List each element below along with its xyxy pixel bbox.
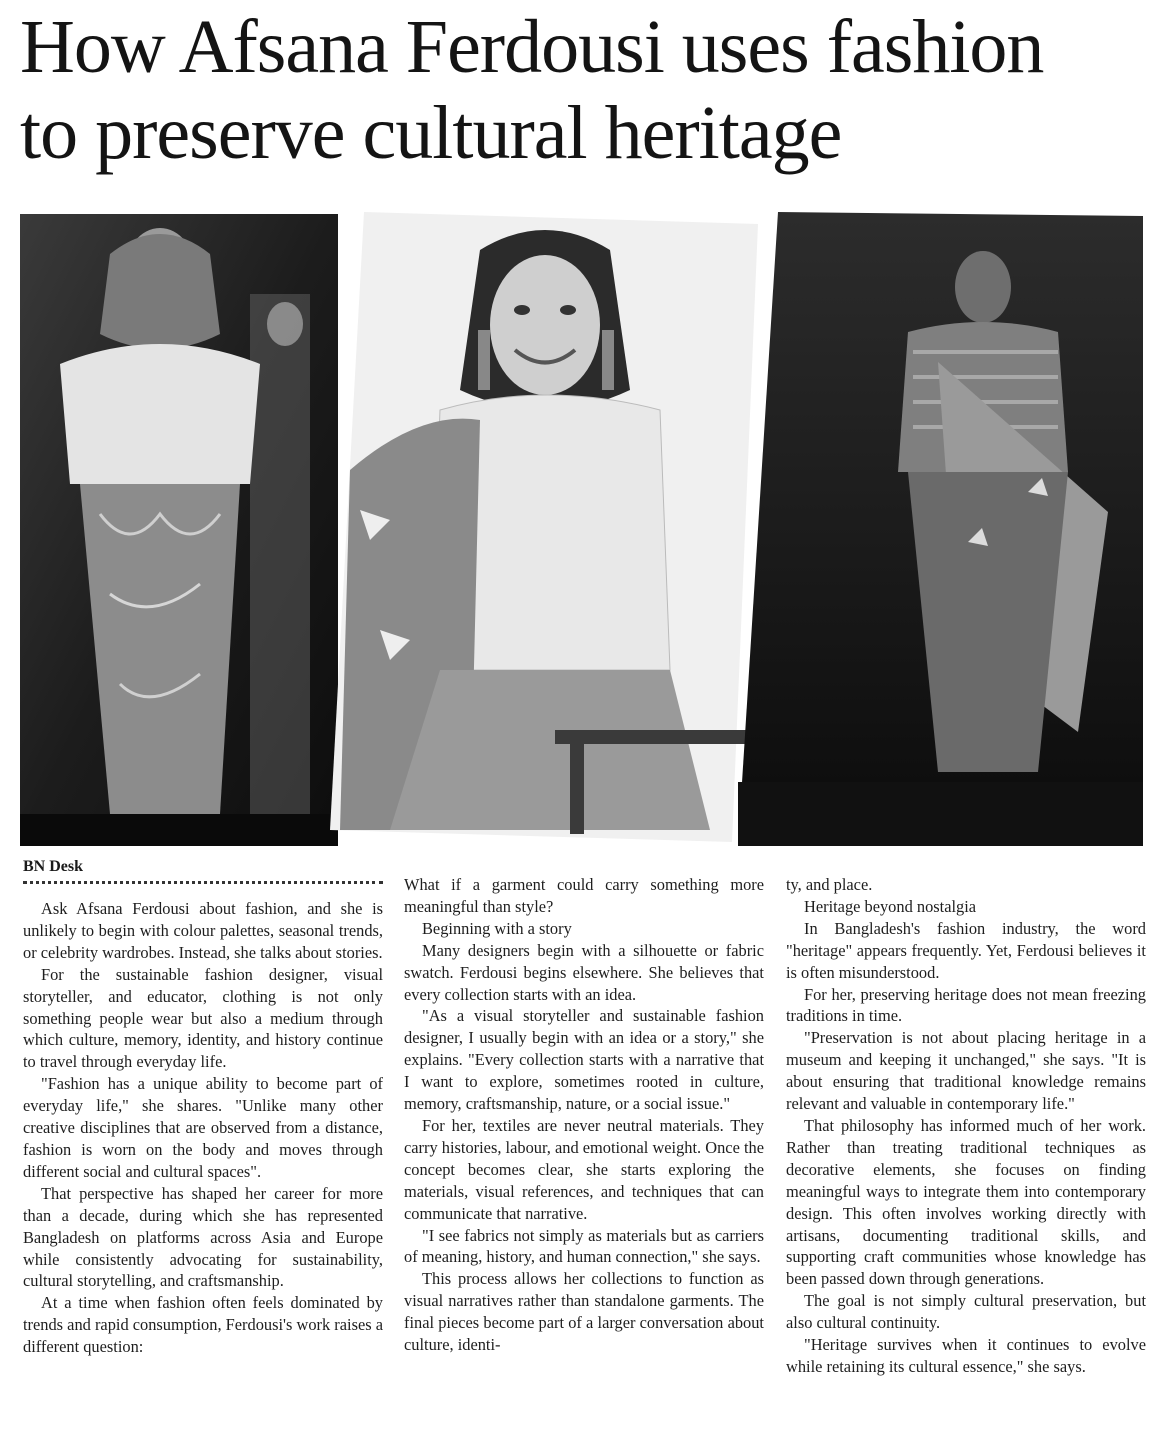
article-column-2 — [404, 874, 764, 1356]
byline: BN Desk — [23, 858, 84, 875]
article-column-3 — [786, 874, 1146, 1378]
photo-strip — [0, 210, 1153, 850]
paragraph: "As a visual storyteller and sustainable fashion designer, I usually begin with an idea or a story," she explains. "Every collection starts with a narrative that I want to explore, sometimes rooted in culture, memory, craftsmanship, nature, or a social issue." — [404, 1006, 764, 1114]
paragraph: For the sustainable fashion designer, visual storyteller, and educator, clothing is not only something people wear but also a medium through which culture, memory, identity, and history continue to travel through everyday life. — [23, 964, 383, 1072]
paragraph: That perspective has shaped her career for more than a decade, during which she has represented Bangladesh on platforms across Asia and Europe while consistently advocating for sustainability, cultural storytelling, and craftsmanship. — [23, 1183, 383, 1291]
paragraph: ty, and place. — [786, 875, 873, 894]
byline-divider — [23, 881, 383, 884]
paragraph: For her, preserving heritage does not mean freezing traditions in time. — [786, 984, 1146, 1026]
paragraph: "Preservation is not about placing heritage in a museum and keeping it unchanged," she says. "It is about ensuring that traditional knowledge remains relevant and valuable in contemporary life." — [786, 1028, 1146, 1114]
subheading-heritage-beyond-nostalgia: Heritage beyond nostalgia — [804, 896, 977, 916]
subheading-beginning-with-a-story: Beginning with a story — [422, 918, 572, 938]
paragraph: At a time when fashion often feels dominated by trends and rapid consumption, Ferdousi's work raises a different question: — [23, 1293, 383, 1357]
headline — [20, 4, 1140, 176]
headline-line-2: to preserve cultural heritage — [20, 91, 842, 175]
paragraph: Ask Afsana Ferdousi about fashion, and she is unlikely to begin with colour palettes, seasonal trends, or celebrity wardrobes. Instead, she talks about stories. — [23, 899, 383, 962]
paragraph: The goal is not simply cultural preservation, but also cultural continuity. — [786, 1291, 1146, 1333]
paragraph: Many designers begin with a silhouette or fabric swatch. Ferdousi begins elsewhere. She believes that every collection starts with an idea. — [404, 940, 764, 1004]
paragraph: "I see fabrics not simply as materials but as carriers of meaning, history, and human connection," she says. — [404, 1225, 764, 1267]
paragraph: "Fashion has a unique ability to become part of everyday life," she shares. "Unlike many other creative disciplines that are observed from a distance, fashion is worn on the body and moves through different social and cultural spaces". — [23, 1074, 383, 1181]
runway-model-right-photo — [738, 212, 1143, 846]
portrait-afsana-ferdousi-photo — [330, 210, 760, 850]
article-column-1 — [23, 898, 383, 1358]
headline-line-1: How Afsana Ferdousi uses fashion — [20, 5, 1044, 89]
paragraph: This process allows her collections to function as visual narratives rather than standalone garments. The final pieces become part of a larger conversation about culture, identi- — [404, 1269, 764, 1355]
paragraph: What if a garment could carry something more meaningful than style? — [404, 875, 764, 916]
paragraph: In Bangladesh's fashion industry, the word "heritage" appears frequently. Yet, Ferdousi believes it is often misunderstood. — [786, 918, 1146, 982]
runway-model-left-photo — [20, 214, 338, 846]
paragraph: That philosophy has informed much of her work. Rather than treating traditional techniques as decorative elements, she focuses on finding meaningful ways to integrate them into contemporary design. This often involves working directly with artisans, documenting traditional skills, and supporting craft communities whose knowledge has been passed down through generations. — [786, 1115, 1146, 1289]
paragraph: "Heritage survives when it continues to evolve while retaining its cultural essence," she says. — [786, 1335, 1146, 1376]
paragraph: For her, textiles are never neutral materials. They carry histories, labour, and emotional weight. Once the concept becomes clear, she starts exploring the materials, visual references, and techniques that can communicate that narrative. — [404, 1115, 764, 1223]
